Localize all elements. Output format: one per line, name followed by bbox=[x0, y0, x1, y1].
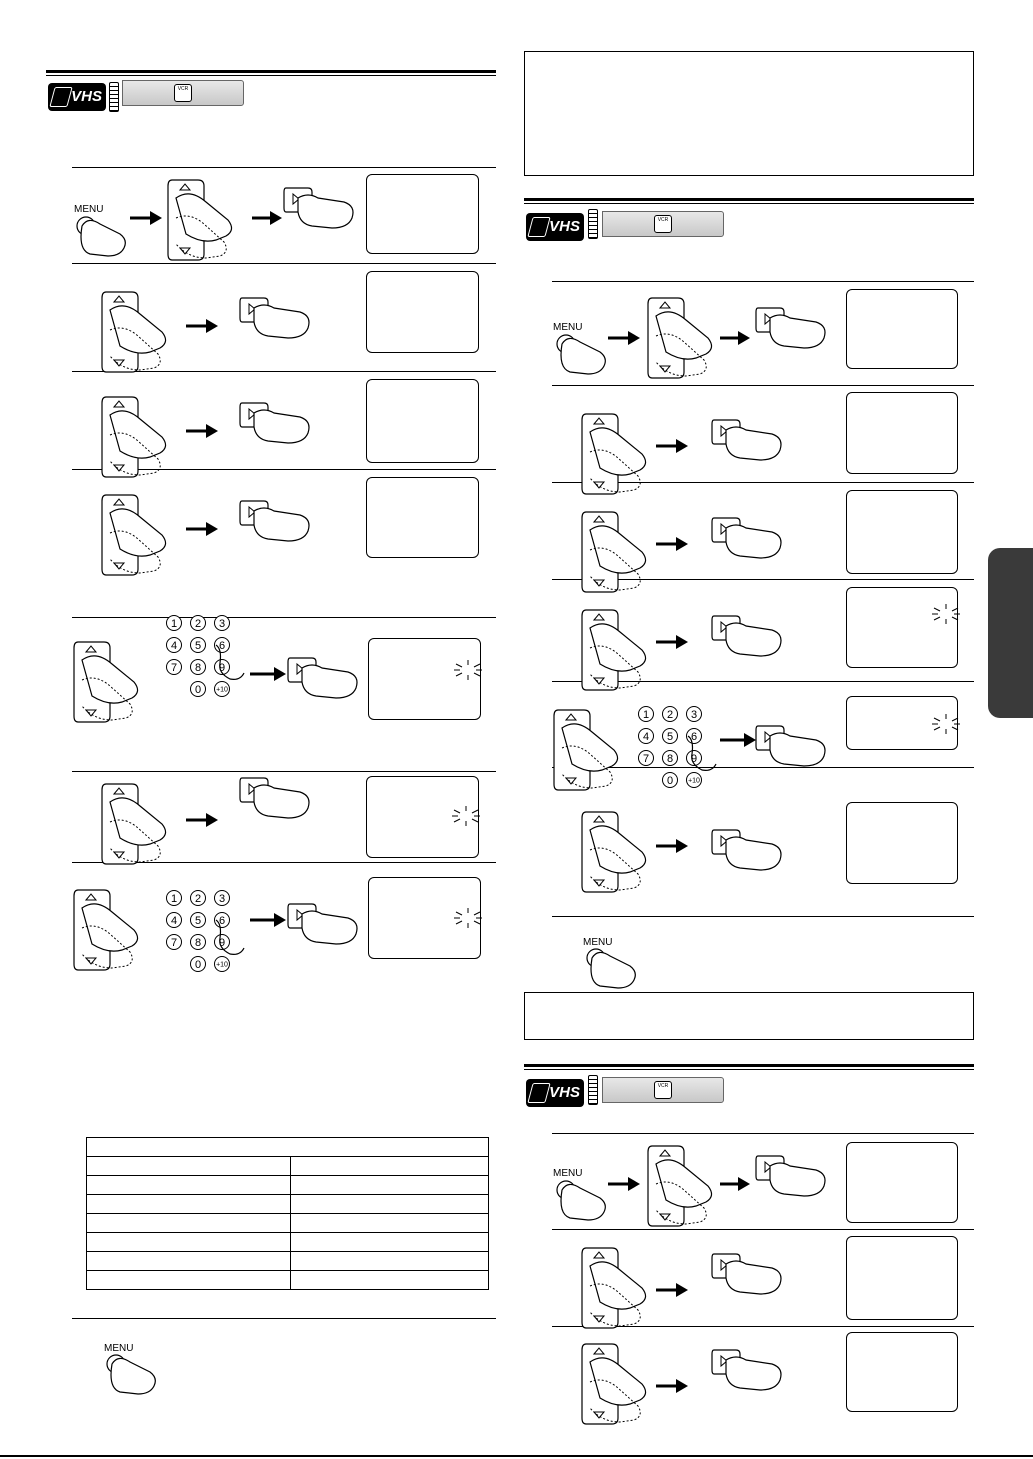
pointing-hand-icon bbox=[561, 338, 605, 374]
cursor-up-down-button-icon bbox=[74, 890, 138, 970]
arrow-head-icon bbox=[676, 635, 688, 649]
menu-button-icon bbox=[587, 949, 635, 988]
pointing-hand-icon bbox=[254, 410, 309, 443]
cursor-up-down-button-icon bbox=[582, 812, 646, 892]
flash-ray bbox=[474, 673, 480, 676]
cursor-right-button-icon bbox=[288, 658, 357, 698]
vcr-icon: VCR bbox=[654, 215, 672, 233]
keypad-key-label: 0 bbox=[194, 959, 202, 971]
flash-ray bbox=[456, 664, 462, 667]
keypad-key-label: 1 bbox=[170, 893, 178, 905]
keypad-key-label: 2 bbox=[194, 618, 202, 630]
keypad-key-2 bbox=[191, 891, 206, 906]
keypad-key-2 bbox=[191, 616, 206, 631]
flash-ray bbox=[474, 921, 480, 924]
keypad-key-7 bbox=[639, 751, 654, 766]
keypad-key-label: 5 bbox=[194, 915, 202, 927]
keypad-key-plus10 bbox=[215, 957, 230, 972]
keypad-key-label: 6 bbox=[218, 915, 226, 927]
arrow-head-icon bbox=[274, 913, 286, 927]
blinking-indicator-icon bbox=[454, 660, 482, 680]
cursor-right-button-icon bbox=[712, 1254, 781, 1294]
cursor-up-down-button-icon bbox=[102, 495, 166, 575]
menu-button-label: MENU bbox=[553, 322, 583, 333]
keypad-key-3 bbox=[215, 891, 230, 906]
cursor-right-button-icon bbox=[712, 518, 781, 558]
menu-button-icon bbox=[107, 1355, 155, 1394]
number-keypad bbox=[639, 707, 717, 788]
flash-ray bbox=[454, 810, 460, 813]
keypad-key-2 bbox=[663, 707, 678, 722]
cursor-up-down-button-icon bbox=[582, 512, 646, 592]
keypad-key-plus10 bbox=[687, 773, 702, 788]
arrow-head-icon bbox=[676, 1283, 688, 1297]
flash-ray bbox=[454, 819, 460, 822]
cursor-up-down-button-icon bbox=[582, 414, 646, 494]
keypad-key-label: 7 bbox=[170, 937, 178, 949]
cursor-up-down-button-icon bbox=[648, 298, 712, 378]
vcr-icon: VCR bbox=[654, 1081, 672, 1099]
cursor-right-button-icon bbox=[712, 616, 781, 656]
pointing-hand-icon bbox=[81, 220, 125, 256]
cursor-up-down-button-icon bbox=[102, 292, 166, 372]
arrow-head-icon bbox=[738, 331, 750, 345]
keypad-key-8 bbox=[191, 660, 206, 675]
keypad-key-label: 4 bbox=[170, 915, 178, 927]
step-arrow bbox=[656, 1379, 688, 1393]
pointing-hand-icon bbox=[726, 837, 781, 870]
flash-ray bbox=[952, 718, 958, 721]
keypad-key-label: 9 bbox=[690, 753, 698, 765]
keypad-key-label: 2 bbox=[194, 893, 202, 905]
vcr-icon: VCR bbox=[174, 84, 192, 102]
step-arrow bbox=[250, 913, 286, 927]
step-arrow bbox=[608, 331, 640, 345]
step-arrow bbox=[608, 1177, 640, 1191]
keypad-key-label: 7 bbox=[170, 662, 178, 674]
arrow-head-icon bbox=[676, 537, 688, 551]
pointing-hand-icon bbox=[254, 305, 309, 338]
keypad-key-4 bbox=[167, 638, 182, 653]
keypad-key-0 bbox=[663, 773, 678, 788]
keypad-key-5 bbox=[191, 638, 206, 653]
vhs-badge: VHS bbox=[526, 1079, 584, 1107]
menu-button-label: MENU bbox=[74, 204, 104, 215]
blinking-indicator-icon bbox=[452, 806, 480, 826]
keypad-key-label: 3 bbox=[218, 618, 226, 630]
keypad-key-label: 2 bbox=[666, 709, 674, 721]
keypad-key-7 bbox=[167, 660, 182, 675]
cursor-right-button-icon bbox=[240, 403, 309, 443]
cursor-right-button-icon bbox=[240, 501, 309, 541]
step-arrow bbox=[250, 667, 286, 681]
keypad-key-label: 1 bbox=[642, 709, 650, 721]
step-arrow bbox=[720, 733, 756, 747]
arrow-head-icon bbox=[676, 439, 688, 453]
arrow-head-icon bbox=[206, 319, 218, 333]
arrow-head-icon bbox=[628, 331, 640, 345]
arrow-head-icon bbox=[676, 839, 688, 853]
cursor-right-button-icon bbox=[756, 726, 825, 766]
flash-ray bbox=[952, 727, 958, 730]
step-arrow bbox=[656, 439, 688, 453]
menu-button-icon bbox=[77, 217, 125, 256]
cursor-right-button-icon bbox=[756, 1156, 825, 1196]
step-arrow bbox=[186, 813, 218, 827]
arrow-head-icon bbox=[206, 813, 218, 827]
cursor-up-down-button-icon bbox=[648, 1146, 712, 1226]
keypad-key-label: 8 bbox=[666, 753, 674, 765]
menu-button-label: MENU bbox=[553, 1168, 583, 1179]
keypad-key-label: 5 bbox=[194, 640, 202, 652]
keypad-key-0 bbox=[191, 957, 206, 972]
flash-ray bbox=[934, 718, 940, 721]
pointing-hand-icon bbox=[302, 665, 357, 698]
flash-ray bbox=[952, 617, 958, 620]
pointing-hand-icon bbox=[561, 1184, 605, 1220]
pointing-hand-icon bbox=[591, 952, 635, 988]
menu-button-icon bbox=[557, 1181, 605, 1220]
step-arrow bbox=[656, 839, 688, 853]
keypad-key-label: +10 bbox=[688, 777, 700, 785]
keypad-key-label: 9 bbox=[218, 662, 226, 674]
keypad-key-label: 4 bbox=[642, 731, 650, 743]
flash-ray bbox=[472, 819, 478, 822]
keypad-key-label: 0 bbox=[666, 775, 674, 787]
cursor-up-down-button-icon bbox=[582, 1344, 646, 1424]
flash-ray bbox=[456, 921, 462, 924]
arrow-head-icon bbox=[206, 522, 218, 536]
blinking-indicator-icon bbox=[932, 604, 960, 624]
flash-ray bbox=[934, 608, 940, 611]
arrow-head-icon bbox=[738, 1177, 750, 1191]
pointing-hand-icon bbox=[770, 315, 825, 348]
pointing-hand-icon bbox=[726, 1357, 781, 1390]
pointing-hand-icon bbox=[302, 911, 357, 944]
keypad-key-5 bbox=[191, 913, 206, 928]
pointing-hand-icon bbox=[770, 1163, 825, 1196]
keypad-key-0 bbox=[191, 682, 206, 697]
flash-ray bbox=[456, 673, 462, 676]
keypad-key-plus10 bbox=[215, 682, 230, 697]
pointing-hand-icon bbox=[111, 1358, 155, 1394]
flash-ray bbox=[952, 608, 958, 611]
step-arrow bbox=[656, 537, 688, 551]
arrow-head-icon bbox=[270, 211, 282, 225]
cursor-up-down-button-icon bbox=[168, 180, 232, 260]
blinking-indicator-icon bbox=[454, 908, 482, 928]
flash-ray bbox=[934, 727, 940, 730]
keypad-key-label: +10 bbox=[216, 686, 228, 694]
cursor-up-down-button-icon bbox=[554, 710, 618, 790]
blinking-indicator-icon bbox=[932, 714, 960, 734]
keypad-key-label: 3 bbox=[690, 709, 698, 721]
arrow-head-icon bbox=[628, 1177, 640, 1191]
step-arrow bbox=[186, 319, 218, 333]
cursor-up-down-button-icon bbox=[102, 397, 166, 477]
vhs-badge: VHS bbox=[526, 213, 584, 241]
arrow-head-icon bbox=[676, 1379, 688, 1393]
pointing-hand-icon bbox=[254, 785, 309, 818]
cursor-right-button-icon bbox=[712, 420, 781, 460]
keypad-key-1 bbox=[639, 707, 654, 722]
step-arrow bbox=[720, 1177, 750, 1191]
keypad-key-7 bbox=[167, 935, 182, 950]
cursor-up-down-button-icon bbox=[582, 1248, 646, 1328]
keypad-key-label: 5 bbox=[666, 731, 674, 743]
pointing-hand-icon bbox=[726, 623, 781, 656]
cursor-right-button-icon bbox=[240, 298, 309, 338]
keypad-key-label: 6 bbox=[218, 640, 226, 652]
keypad-key-label: 4 bbox=[170, 640, 178, 652]
keypad-key-3 bbox=[687, 707, 702, 722]
keypad-key-3 bbox=[215, 616, 230, 631]
keypad-key-4 bbox=[639, 729, 654, 744]
keypad-key-label: 3 bbox=[218, 893, 226, 905]
step-arrow bbox=[656, 635, 688, 649]
keypad-key-1 bbox=[167, 616, 182, 631]
arrow-head-icon bbox=[744, 733, 756, 747]
flash-ray bbox=[456, 912, 462, 915]
keypad-key-label: 6 bbox=[690, 731, 698, 743]
pointing-hand-icon bbox=[298, 195, 353, 228]
vhs-badge: VHS bbox=[48, 83, 106, 111]
arrow-head-icon bbox=[150, 211, 162, 225]
keypad-key-label: 1 bbox=[170, 618, 178, 630]
keypad-key-label: 8 bbox=[194, 937, 202, 949]
cursor-up-down-button-icon bbox=[102, 784, 166, 864]
cursor-right-button-icon bbox=[284, 188, 353, 228]
number-keypad bbox=[167, 891, 245, 972]
keypad-key-label: +10 bbox=[216, 961, 228, 969]
keypad-key-8 bbox=[663, 751, 678, 766]
keypad-key-1 bbox=[167, 891, 182, 906]
keypad-key-5 bbox=[663, 729, 678, 744]
step-arrow bbox=[130, 211, 162, 225]
step-arrow bbox=[186, 522, 218, 536]
pointing-hand-icon bbox=[770, 733, 825, 766]
menu-button-label: MENU bbox=[583, 937, 613, 948]
cursor-right-button-icon bbox=[288, 904, 357, 944]
cursor-right-button-icon bbox=[756, 308, 825, 348]
pointing-hand-icon bbox=[254, 508, 309, 541]
step-arrow bbox=[186, 424, 218, 438]
flash-ray bbox=[474, 912, 480, 915]
pointing-hand-icon bbox=[726, 525, 781, 558]
arrow-head-icon bbox=[206, 424, 218, 438]
pointing-hand-icon bbox=[726, 1261, 781, 1294]
keypad-key-label: 0 bbox=[194, 684, 202, 696]
flash-ray bbox=[934, 617, 940, 620]
cursor-right-button-icon bbox=[240, 778, 309, 818]
step-arrow bbox=[720, 331, 750, 345]
cursor-right-button-icon bbox=[712, 1350, 781, 1390]
arrow-head-icon bbox=[274, 667, 286, 681]
menu-button-label: MENU bbox=[104, 1343, 134, 1354]
menu-button-icon bbox=[557, 335, 605, 374]
keypad-key-label: 9 bbox=[218, 937, 226, 949]
keypad-key-8 bbox=[191, 935, 206, 950]
cursor-up-down-button-icon bbox=[582, 610, 646, 690]
cursor-right-button-icon bbox=[712, 830, 781, 870]
number-keypad bbox=[167, 616, 245, 697]
step-arrow bbox=[656, 1283, 688, 1297]
cursor-up-down-button-icon bbox=[74, 642, 138, 722]
flash-ray bbox=[472, 810, 478, 813]
step-arrow bbox=[252, 211, 282, 225]
pointing-hand-icon bbox=[726, 427, 781, 460]
keypad-key-label: 7 bbox=[642, 753, 650, 765]
flash-ray bbox=[474, 664, 480, 667]
keypad-key-4 bbox=[167, 913, 182, 928]
keypad-key-label: 8 bbox=[194, 662, 202, 674]
